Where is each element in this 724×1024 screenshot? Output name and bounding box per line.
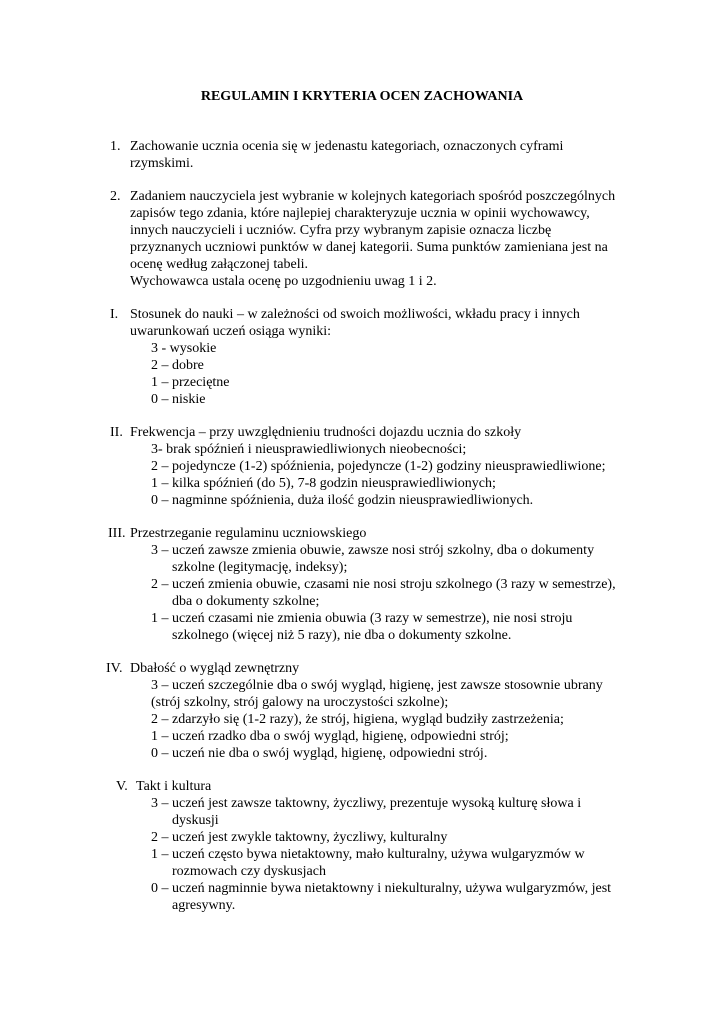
document-title: REGULAMIN I KRYTERIA OCEN ZACHOWANIA <box>200 89 524 104</box>
category-3-item: 2 – uczeń zmienia obuwie, czasami nie nosi stroju szkolnego (3 razy w semestrze), <box>151 577 616 592</box>
category-1-item: 0 – niskie <box>151 392 206 407</box>
intro-2-line: innych nauczycieli i uczniów. Cyfra przy wybranym zapisie oznacza liczbę <box>130 223 552 238</box>
category-1-item: 1 – przeciętne <box>151 375 230 390</box>
category-2-item: 2 – pojedyncze (1-2) spóźnienia, pojedyncze (1-2) godziny nieusprawiedliwione; <box>151 459 606 474</box>
category-numeral-2: II. <box>110 425 123 440</box>
intro-2-line: Zadaniem nauczyciela jest wybranie w kolejnych kategoriach spośród poszczególnych <box>130 189 616 204</box>
intro-1-line: rzymskimi. <box>130 156 194 171</box>
intro-1-line: Zachowanie ucznia ocenia się w jedenastu kategoriach, oznaczonych cyframi <box>130 139 564 154</box>
category-5-heading: Takt i kultura <box>136 779 212 794</box>
category-3-item-continuation: szkolnego (więcej niż 5 razy), nie dba o dokumenty szkolne. <box>172 628 512 643</box>
intro-number-1: 1. <box>110 139 121 154</box>
category-4-item: 3 – uczeń szczególnie dba o swój wygląd, higienę, jest zawsze stosownie ubrany <box>151 678 603 693</box>
category-5-item-continuation: agresywny. <box>172 898 236 913</box>
category-2-item: 0 – nagminne spóźnienia, duża ilość godzin nieusprawiedliwionych. <box>151 493 534 508</box>
category-3-item-continuation: dba o dokumenty szkolne; <box>172 594 320 609</box>
category-2-item: 1 – kilka spóźnień (do 5), 7-8 godzin nieusprawiedliwionych; <box>151 476 496 491</box>
category-5-item-continuation: rozmowach czy dyskusjach <box>172 864 326 879</box>
category-5-item: 1 – uczeń często bywa nietaktowny, mało kulturalny, używa wulgaryzmów w <box>151 847 585 862</box>
category-3-item: 3 – uczeń zawsze zmienia obuwie, zawsze nosi strój szkolny, dba o dokumenty <box>151 543 595 558</box>
category-numeral-3: III. <box>108 526 126 541</box>
category-3-item: 1 – uczeń czasami nie zmienia obuwia (3 razy w semestrze), nie nosi stroju <box>151 611 573 626</box>
category-5-item: 3 – uczeń jest zawsze taktowny, życzliwy, prezentuje wysoką kulturę słowa i <box>151 796 582 811</box>
category-1-heading: Stosunek do nauki – w zależności od swoich możliwości, wkładu pracy i innych <box>130 307 580 322</box>
category-1-heading: uwarunkowań uczeń osiąga wyniki: <box>130 324 331 339</box>
intro-2-line: zapisów tego zdania, które najlepiej charakteryzuje ucznia w opinii wychowawcy, <box>130 206 590 221</box>
category-2-heading: Frekwencja – przy uwzględnieniu trudności dojazdu ucznia do szkoły <box>130 425 522 440</box>
category-5-item: 0 – uczeń nagminnie bywa nietaktowny i niekulturalny, używa wulgaryzmów, jest <box>151 881 612 896</box>
category-4-item: 2 – zdarzyło się (1-2 razy), że strój, higiena, wygląd budziły zastrzeżenia; <box>151 712 564 727</box>
category-5-item: 2 – uczeń jest zwykle taktowny, życzliwy, kulturalny <box>151 830 448 845</box>
category-numeral-4: IV. <box>106 661 123 676</box>
category-3-item-continuation: szkolne (legitymację, indeksy); <box>172 560 348 575</box>
intro-2-line: Wychowawca ustala ocenę po uzgodnieniu uwag 1 i 2. <box>130 274 437 289</box>
category-4-item-continuation: (strój szkolny, strój galowy na uroczystości szkolne); <box>151 695 449 710</box>
category-4-heading: Dbałość o wygląd zewnętrzny <box>130 661 300 676</box>
category-4-item: 1 – uczeń rzadko dba o swój wygląd, higienę, odpowiedni strój; <box>151 729 509 744</box>
intro-2-line: ocenę według załączonej tabeli. <box>130 257 309 272</box>
intro-2-line: przyznanych uczniowi punktów w danej kategorii. Suma punktów zamieniana jest na <box>130 240 608 255</box>
category-numeral-5: V. <box>116 779 128 794</box>
category-5-item-continuation: dyskusji <box>172 813 219 828</box>
category-1-item: 3 - wysokie <box>151 341 217 356</box>
category-3-heading: Przestrzeganie regulaminu uczniowskiego <box>130 526 367 541</box>
category-1-item: 2 – dobre <box>151 358 204 373</box>
category-4-item: 0 – uczeń nie dba o swój wygląd, higienę, odpowiedni strój. <box>151 746 488 761</box>
category-2-item: 3- brak spóźnień i nieusprawiedliwionych nieobecności; <box>151 442 467 457</box>
category-numeral-1: I. <box>110 307 119 322</box>
intro-number-2: 2. <box>110 189 121 204</box>
